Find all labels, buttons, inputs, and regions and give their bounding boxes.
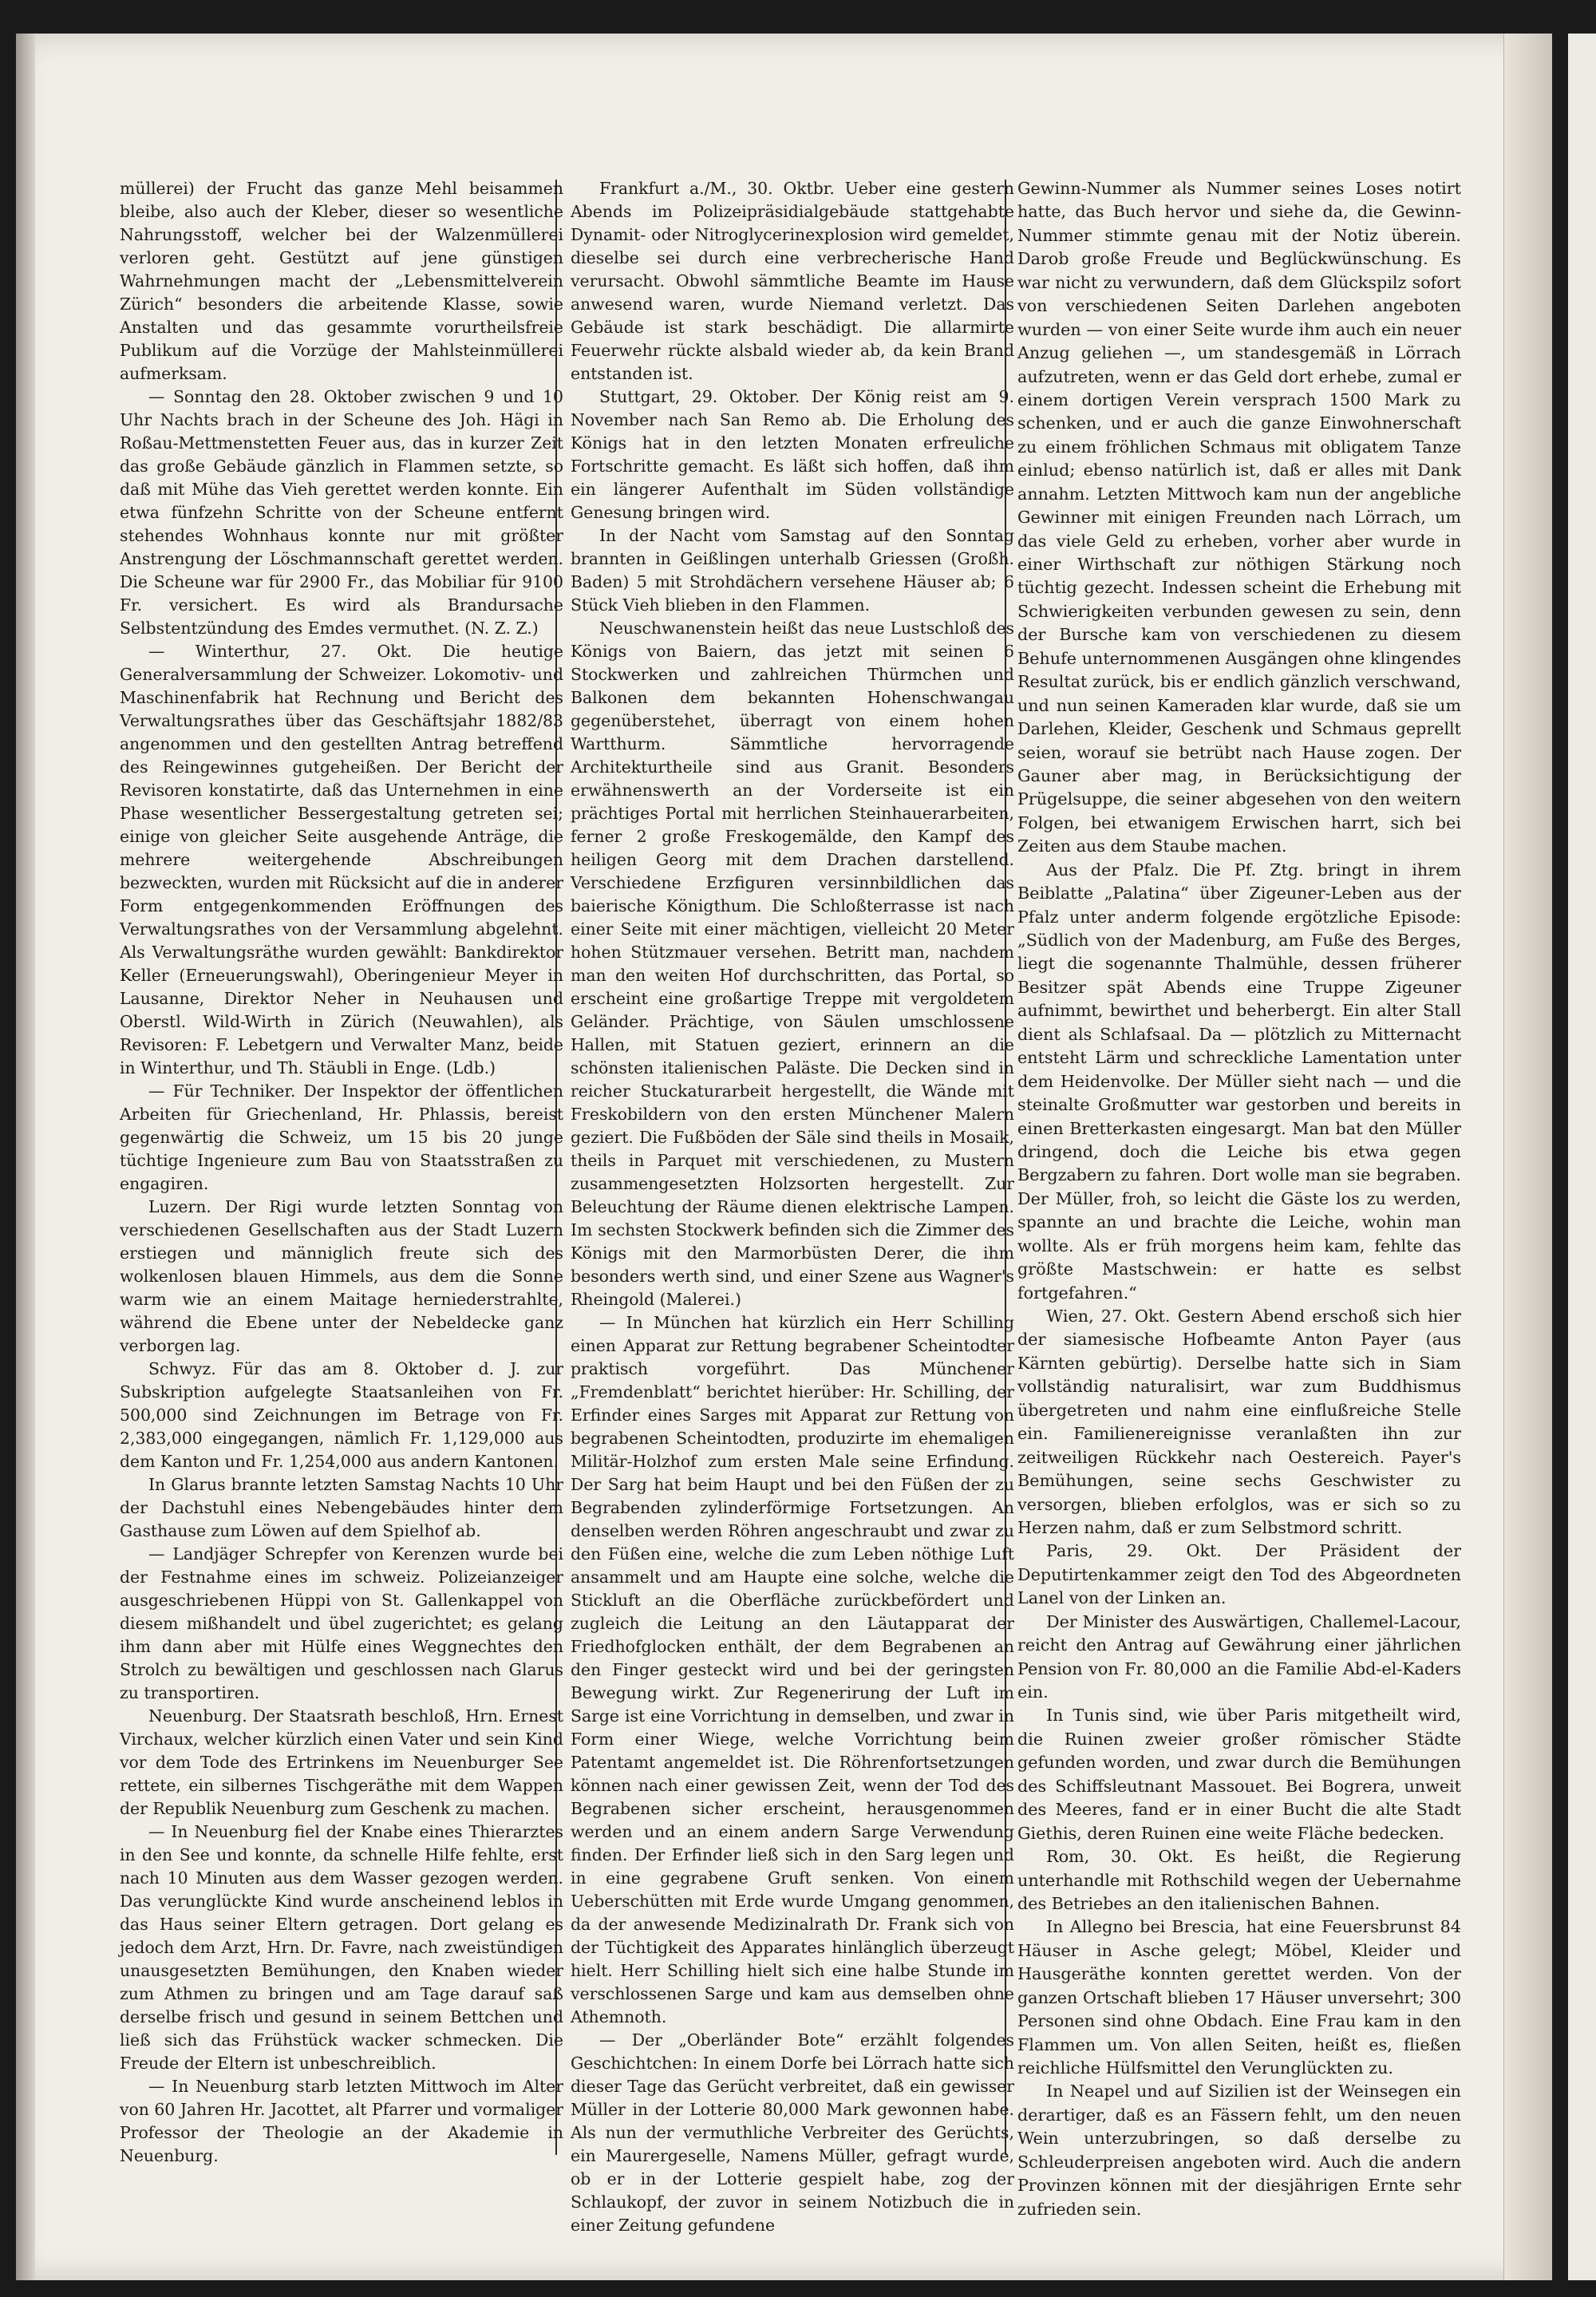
article-paragraph: Aus der Pfalz. Die Pf. Ztg. bringt in ihrem Beiblatte „Palatina“ über Zigeuner-Leben aus der Pfalz unter anderm folgende ergötzliche Episode: „Südlich von der Madenburg, am Fuße des Berges, liegt die sogenannte Thalmühle, dessen früherer Besitzer spät Abends eine Truppe Zigeuner aufnimmt, bewirthet und beherbergt. Ein alter Stall dient als Schlafsaal. Da — plötzlich zu Mitternacht entsteht Lärm und schreckliche Lamentation unter dem Heidenvolke. Der Müller sieht nach — und die steinalte Großmutter war gestorben und bereits in einen Bretterkasten eingesargt. Man bat den Müller dringend, doch die Leiche bis etwa gegen Bergzabern zu fahren. Dort wolle man sie begraben. Der Müller, froh, so leicht die Gäste los zu werden, spannte an und brachte die Leiche, wohin man wollte. Als er früh morgens heim kam, fehlte das größte Mastschwein: er hatte es selbst fortgefahren.“ bbox=[1017, 860, 1461, 1303]
article-paragraph: — In München hat kürzlich ein Herr Schilling einen Apparat zur Rettung begrabener Scheintodter praktisch vorgeführt. Das Münchener „Fremdenblatt“ berichtet hierüber: Hr. Schilling, der Erfinder eines Sarges mit Apparat zur Rettung von begrabenen Scheintodten, produzirte im ehemaligen Militär-Holzhof zum ersten Male seine Erfindung. Der Sarg hat beim Haupt und bei den Füßen der zu Begrabenden zylinderförmige Fortsetzungen. An denselben werden Röhren angeschraubt und zwar zu den Füßen eine, welche die zum Leben nöthige Luft ansammelt und am Haupte eine solche, welche die Stickluft an die Oberfläche zurückbefördert und zugleich die Leitung an den Läutapparat der Friedhofglocken enthält, der dem Begrabenen an den Finger gesteckt wird und bei der geringsten Bewegung wirkt. Zur Regenerirung der Luft im Sarge ist eine Vorrichtung in demselben, und zwar in Form einer Wiege, welche Vorrichtung beim Patentamt angemeldet ist. Die Röhrenfortsetzungen können nach einer gewissen Zeit, wenn der Tod des Begrabenen sicher erscheint, herausgenommen werden und an einem andern Sarge Verwendung finden. Der Erfinder ließ sich in den Sarg legen und in eine gegrabene Gruft senken. Von einem Ueberschütten mit Erde wurde Umgang genommen, da der anwesende Medizinalrath Dr. Frank sich von der Tüchtigkeit des Apparates hinlänglich überzeugt hielt. Herr Schilling hielt sich eine halbe Stunde im verschlossenen Sarge und kam aus demselben ohne Athemnoth. bbox=[571, 1313, 1014, 2026]
article-paragraph: Stuttgart, 29. Oktober. Der König reist am 9. November nach San Remo ab. Die Erholung des Königs hat in den letzten Monaten erfreuliche Fortschritte gemacht. Es läßt sich hoffen, daß ihm ein längerer Aufenthalt im Süden vollständige Genesung bringen wird. bbox=[571, 387, 1014, 522]
binding-gutter bbox=[16, 34, 35, 2280]
article-paragraph: Neuenburg. Der Staatsrath beschloß, Hrn. Ernest Virchaux, welcher kürzlich einen Vater und sein Kind vor dem Tode des Ertrinkens im Neuenburger See rettete, ein silbernes Tischgeräthe mit dem Wappen der Republik Neuenburg zum Geschenk zu machen. bbox=[120, 1706, 563, 1818]
article-paragraph: In Neapel und auf Sizilien ist der Weinsegen ein derartiger, daß es an Fässern fehlt, um den neuen Wein unterzubringen, so daß derselbe zu Schleuderpreisen angeboten wird. Auch die andern Provinzen können mit der diesjährigen Ernte sehr zufrieden sein. bbox=[1017, 2082, 1461, 2219]
article-paragraph: — Landjäger Schrepfer von Kerenzen wurde bei der Festnahme eines im schweiz. Polizeianzeiger ausgeschriebenen Hüppi von St. Gallenkappel von diesem mißhandelt und übel zugerichtet; es gelang ihm dann aber mit Hülfe eines Weggnechtes den Strolch zu bewältigen und geschlossen nach Glarus zu transportiren. bbox=[120, 1544, 563, 1702]
article-paragraph: Frankfurt a./M., 30. Oktbr. Ueber eine gestern Abends im Polizeipräsidialgebäude stattgehabte Dynamit- oder Nitroglycerinexplosion wird gemeldet, dieselbe sei durch eine verbrecherische Hand verursacht. Obwohl sämmtliche Beamte im Hause anwesend waren, wurde Niemand verletzt. Das Gebäude ist stark beschädigt. Die allarmirte Feuerwehr rückte alsbald wieder ab, da kein Brand entstanden ist. bbox=[571, 179, 1014, 383]
column-1 bbox=[120, 177, 563, 2168]
article-paragraph: In Glarus brannte letzten Samstag Nachts 10 Uhr der Dachstuhl eines Nebengebäudes hinter dem Gasthause zum Löwen auf dem Spielhof ab. bbox=[120, 1475, 563, 1540]
article-paragraph: Luzern. Der Rigi wurde letzten Sonntag von verschiedenen Gesellschaften aus der Stadt Luzern erstiegen und männiglich freute sich des wolkenlosen blauen Himmels, aus dem die Sonne warm wie an einem Maitage herniederstrahlte, während die Ebene unter der Nebeldecke ganz verborgen lag. bbox=[120, 1197, 563, 1355]
article-paragraph: Neuschwanenstein heißt das neue Lustschloß des Königs von Baiern, das jetzt mit seinen 6 Stockwerken und zahlreichen Thürmchen und Balkonen dem bekannten Hohenschwangau gegenüberstehet, überragt von einem hohen Wartthurm. Sämmtliche hervorragende Architekturtheile sind aus Granit. Besonders erwähnenswerth an der Vorderseite ist ein prächtiges Portal mit herrlichen Steinhauerarbeiten, ferner 2 große Freskogemälde, den Kampf des heiligen Georg mit dem Drachen darstellend. Verschiedene Erzfiguren versinnbildlichen das baierische Königthum. Die Schloßterrasse ist nach einer Seite mit einer mächtigen, vielleicht 20 Meter hohen Stützmauer versehen. Betritt man, nachdem man den weiten Hof durchschritten, das Portal, so erscheint eine großartige Treppe mit vergoldetem Geländer. Prächtige, von Säulen umschlossene Hallen, mit Statuen geziert, erinnern an die schönsten italienischen Paläste. Die Decken sind in reicher Stuckaturarbeit hergestellt, die Wände mit Freskobildern von den ersten Münchener Malern geziert. Die Fußböden der Säle sind theils in Mosaik, theils in Parquet mit verschiedenen, zu Mustern zusammengesetzten Holzsorten hergestellt. Zur Beleuchtung der Räume dienen elektrische Lampen. Im sechsten Stockwerk befinden sich die Zimmer des Königs mit den Marmorbüsten Derer, die ihm besonders werth sind, und einer Szene aus Wagner's Rheingold (Malerei.) bbox=[571, 619, 1014, 1309]
article-paragraph: — Der „Oberländer Bote“ erzählt folgendes Geschichtchen: In einem Dorfe bei Lörrach hatte sich dieser Tage das Gerücht verbreitet, daß ein gewisser Müller in der Lotterie 80,000 Mark gewonnen habe. Als nun der vermuthliche Verbreiter des Gerüchts, ein Maurergeselle, Namens Müller, gefragt wurde, ob er in der Lotterie gespielt habe, zog der Schlaukopf, der zuvor in seinem Notizbuch die in einer Zeitung gefundene bbox=[571, 2030, 1014, 2235]
article-paragraph: müllerei) der Frucht das ganze Mehl beisammen bleibe, also auch der Kleber, dieser so wesentliche Nahrungsstoff, welcher bei der Walzenmüllerei verloren geht. Gestützt auf jene günstigen Wahrnehmungen macht der „Lebensmittelverein Zürich“ besonders die arbeitende Klasse, sowie Anstalten und das gesammte vorurtheilsfreie Publikum auf die Vorzüge der Mahlsteinmüllerei aufmerksam. bbox=[120, 179, 563, 383]
article-paragraph: — In Neuenburg fiel der Knabe eines Thierarztes in den See und konnte, da schnelle Hilfe fehlte, erst nach 10 Minuten aus dem Wasser gezogen werden. Das verunglückte Kind wurde anscheinend leblos in das Haus seiner Eltern getragen. Dort gelang es jedoch dem Arzt, Hrn. Dr. Favre, nach zweistündigen unausgesetzten Bemühungen, den Knaben wieder zum Athmen zu bringen und am Tage darauf saß derselbe frisch und gesund in seinem Bettchen und ließ sich das Frühstück wacker schmecken. Die Freude der Eltern ist unbeschreiblich. bbox=[120, 1822, 563, 2073]
column-2 bbox=[571, 177, 1014, 2237]
article-paragraph: Schwyz. Für das am 8. Oktober d. J. zur Subskription aufgelegte Staatsanleihen von Fr. 500,000 sind Zeichnungen im Betrage von Fr. 2,383,000 eingegangen, nämlich Fr. 1,129,000 aus dem Kanton und Fr. 1,254,000 aus andern Kantonen. bbox=[120, 1359, 563, 1471]
column-3 bbox=[1017, 177, 1461, 2221]
article-paragraph: Rom, 30. Okt. Es heißt, die Regierung unterhandle mit Rothschild wegen der Uebernahme des Betriebes an den italienischen Bahnen. bbox=[1017, 1847, 1461, 1913]
article-paragraph: In Tunis sind, wie über Paris mitgetheilt wird, die Ruinen zweier großer römischer Städte gefunden worden, und zwar durch die Bemühungen des Schiffsleutnant Massouet. Bei Bogrera, unweit des Meeres, fand er in einer Bucht die alte Stadt Giethis, deren Ruinen eine weite Fläche bedecken. bbox=[1017, 1706, 1461, 1843]
article-paragraph: Gewinn-Nummer als Nummer seines Loses notirt hatte, das Buch hervor und siehe da, die Gewinn-Nummer stimmte genau mit der Notiz überein. Darob große Freude und Beglückwünschung. Es war nicht zu verwundern, daß dem Glückspilz sofort von verschiedenen Seiten Darlehen angeboten wurden — von einer Seite wurde ihm auch ein neuer Anzug geliehen —, um standesgemäß in Lörrach aufzutreten, wenn er das Geld dort erhebe, zumal er einem dortigen Verein versprach 1500 Mark zu schenken, und er auch die ganze Einwohnerschaft zu einem fröhlichen Schmaus mit obligatem Tanze einlud; ebenso natürlich ist, daß er alles mit Dank annahm. Letzten Mittwoch kam nun der angebliche Gewinner mit einigen Freunden nach Lörrach, um das viele Geld zu erheben, vorher aber wurde in einer Wirthschaft zur nöthigen Stärkung noch tüchtig gezecht. Indessen scheint die Erhebung mit Schwierigkeiten verbunden gewesen zu sein, denn der Bursche kam von verschiedenen zu diesem Behufe unternommenen Ausgängen ohne klingendes Resultat zurück, bis er endlich gänzlich verschwand, und nun seinen Kameraden klar wurde, daß sie um Darlehen, Kleider, Geschenk und Schmaus geprellt seien, worauf sie betrübt nach Hause zogen. Der Gauner aber mag, in Berücksichtigung der Prügelsuppe, die seiner abgesehen von den weitern Folgen, bei etwanigem Erwischen harrt, sich bei Zeiten aus dem Staube machen. bbox=[1017, 179, 1461, 856]
article-paragraph: In Allegno bei Brescia, hat eine Feuersbrunst 84 Häuser in Asche gelegt; Möbel, Kleider und Hausgeräthe konnten gerettet werden. Von der ganzen Ortschaft blieben 17 Häuser unversehrt; 300 Personen sind ohne Obdach. Eine Frau kam in den Flammen um. Von allen Seiten, heißt es, fließen reichliche Hülfsmittel den Verunglückten zu. bbox=[1017, 1917, 1461, 2078]
adjacent-page-edge bbox=[1568, 34, 1596, 2280]
article-paragraph: Paris, 29. Okt. Der Präsident der Deputirtenkammer zeigt den Tod des Abgeordneten Lanel von der Linken an. bbox=[1017, 1541, 1461, 1608]
article-paragraph: — Für Techniker. Der Inspektor der öffentlichen Arbeiten für Griechenland, Hr. Phlassis, bereist gegenwärtig die Schweiz, um 15 bis 20 junge tüchtige Ingenieure zum Bau von Staatsstraßen zu engagiren. bbox=[120, 1081, 563, 1193]
article-paragraph: — Winterthur, 27. Okt. Die heutige Generalversammlung der Schweizer. Lokomotiv- und Maschinenfabrik hat Rechnung und Bericht des Verwaltungsrathes über das Geschäftsjahr 1882/83 angenommen und den gestellten Antrag betreffend des Reingewinnes gutgeheißen. Der Bericht der Revisoren konstatirte, daß das Unternehmen in eine Phase wesentlicher Bessergestaltung getreten sei; einige von gleicher Seite ausgehende Anträge, die mehrere weitergehende Abschreibungen bezweckten, wurden mit Rücksicht auf die in anderer Form entgegenkommenden Eröffnungen des Verwaltungsrathes von der Versammlung abgelehnt. Als Verwaltungsräthe wurden gewählt: Bankdirektor Keller (Erneuerungswahl), Oberingenieur Meyer in Lausanne, Direktor Neher in Neuhausen und Oberstl. Wild-Wirth in Zürich (Neuwahlen), als Revisoren: F. Lebetgern und Verwalter Manz, beide in Winterthur, und Th. Stäubli in Enge. (Ldb.) bbox=[120, 642, 563, 1077]
article-paragraph: Der Minister des Auswärtigen, Challemel-Lacour, reicht den Antrag auf Gewährung einer jährlichen Pension von Fr. 80,000 an die Familie Abd-el-Kaders ein. bbox=[1017, 1611, 1461, 1702]
article-paragraph: Wien, 27. Okt. Gestern Abend erschoß sich hier der siamesische Hofbeamte Anton Payer (aus Kärnten gebürtig). Derselbe hatte sich in Siam vollständig naturalisirt, war zum Buddhismus übergetreten und nahm eine einflußreiche Stelle ein. Familienereignisse veranlaßten ihn zur zeitweiligen Rückkehr nach Oestereich. Payer's Bemühungen, seine sechs Geschwister zu versorgen, blieben erfolglos, was er sich so zu Herzen nahm, daß er zum Selbstmord schritt. bbox=[1017, 1307, 1461, 1537]
article-paragraph: In der Nacht vom Samstag auf den Sonntag brannten in Geißlingen unterhalb Griessen (Großh. Baden) 5 mit Strohdächern versehene Häuser ab; 6 Stück Vieh blieben in den Flammen. bbox=[571, 526, 1014, 615]
article-paragraph: — In Neuenburg starb letzten Mittwoch im Alter von 60 Jahren Hr. Jacottet, alt Pfarrer und vormaliger Professor der Theologie an der Akademie in Neuenburg. bbox=[120, 2077, 563, 2165]
page-edge bbox=[1503, 34, 1552, 2280]
article-paragraph: — Sonntag den 28. Oktober zwischen 9 und 10 Uhr Nachts brach in der Scheune des Joh. Hägi in Roßau-Mettmenstetten Feuer aus, das in kurzer Zeit das große Gebäude gänzlich in Flammen setzte, so daß mit Mühe das Vieh gerettet werden konnte. Ein etwa fünfzehn Schritte von der Scheune entfernt stehendes Wohnhaus konnte nur mit größter Anstrengung der Löschmannschaft gerettet werden. Die Scheune war für 2900 Fr., das Mobiliar für 9100 Fr. versichert. Es wird als Brandursache Selbstentzündung des Emdes vermuthet. (N. Z. Z.) bbox=[120, 387, 563, 638]
